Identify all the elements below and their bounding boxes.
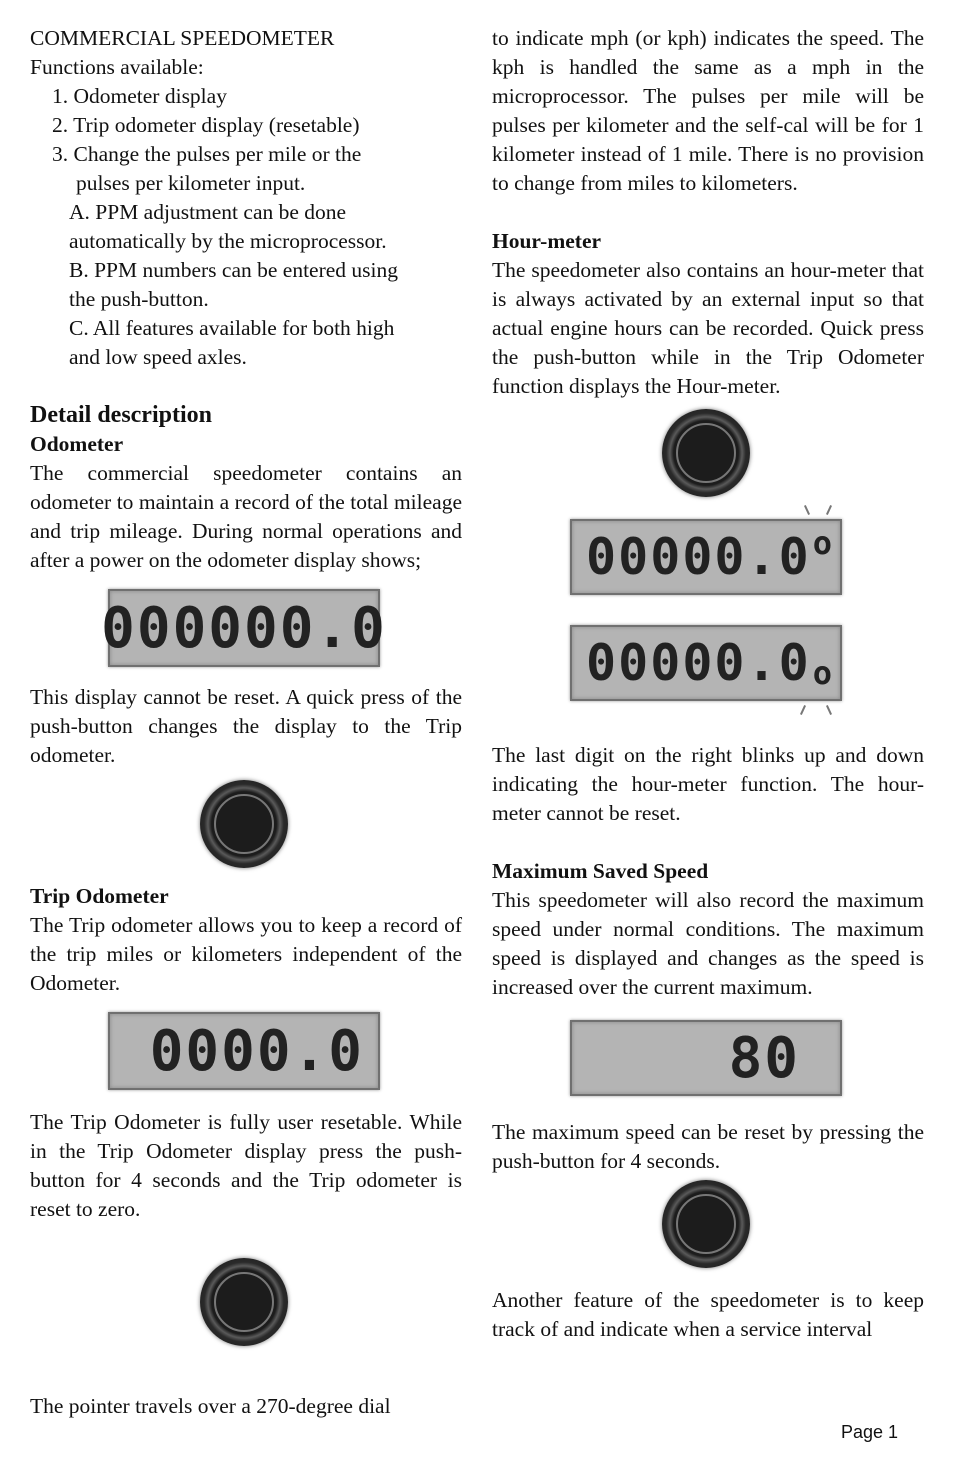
odometer-figure [30,575,462,683]
odometer-paragraph: The commercial speedometer contains an odometer to maintain a record of the total mileage and trip mileage. During normal operations and after a power on the odometer display shows; [30,461,462,572]
blink-paragraph: The last digit on the right blinks up and down indicating the hour-meter function. The hour-meter cannot be reset. [492,743,924,825]
hour-meter-paragraph: The speedometer also contains an hour-meter that is always activated by an external input so that actual engine hours can be recorded. Quick press the push-button while in the Trip Odometer function displays the Hour-meter. [492,258,924,398]
push-button-icon [662,1180,750,1268]
function-item-3: 3. Change the pulses per mile or the [52,142,362,166]
hour-meter-heading: Hour-meter [492,229,602,253]
hour-meter-lcd-down [570,625,842,701]
max-reset-paragraph: The maximum speed can be reset by pressing the push-button for 4 seconds. [492,1120,924,1173]
button-figure-3 [492,1176,924,1286]
push-button-icon [662,409,750,497]
button-figure-1 [30,770,462,882]
function-item-2: 2. Trip odometer display (resetable) [52,113,360,137]
function-item-3-cont: pulses per kilometer input. [76,171,306,195]
max-speed-heading: Maximum Saved Speed [492,859,709,883]
sub-item-b-cont: the push-button. [69,287,209,311]
trip-paragraph: The Trip odometer allows you to keep a record of the trip miles or kilometers independent of the Odometer. [30,913,462,995]
sub-item-a: A. PPM adjustment can be done [69,200,347,224]
page-number: Page 1 [840,1422,898,1442]
button-figure-2 [30,1224,462,1392]
sub-item-c-cont: and low speed axles. [69,345,247,369]
blink-tick-icon [800,705,806,715]
service-paragraph: Another feature of the speedometer is to keep track of and indicate when a service interval [492,1288,924,1341]
blink-tick-icon [826,505,832,515]
trip-heading: Trip Odometer [30,884,169,908]
hour-digit-down: o [812,653,834,692]
blink-tick-icon [804,505,810,515]
sub-item-c: C. All features available for both high [69,316,395,340]
max-speed-figure [492,1002,924,1118]
hour-meter-figure [492,401,924,741]
left-column [30,24,462,1421]
hour-meter-value: 00000.0 [586,633,811,692]
odometer-lcd-display: 000000.0 [108,589,380,667]
hour-meter-lcd-up [570,519,842,595]
hour-digit-up: o [812,523,834,562]
detail-heading: Detail description [30,402,212,428]
reset-paragraph: This display cannot be reset. A quick press of the push-button changes the display to the Trip odometer. [30,685,462,767]
max-speed-lcd-display: 80 [570,1020,842,1096]
document-title: COMMERCIAL SPEEDOMETER [30,26,335,50]
functions-label: Functions available: [30,55,204,79]
trip-reset-paragraph: The Trip Odometer is fully user resetable. While in the Trip Odometer display press the push-button for 4 seconds and the Trip odometer is reset to zero. [30,1110,462,1221]
push-button-icon [200,780,288,868]
kph-paragraph: to indicate mph (or kph) indicates the speed. The kph is handled the same as a mph in the microprocessor. The pulses per mile will be pulses per kilometer and the self-cal will be for 1 kilometer instead of 1 mile. There is no provision to change from miles to kilometers. [492,26,924,195]
sub-item-b: B. PPM numbers can be entered using [69,258,399,282]
sub-item-a-cont: automatically by the microprocessor. [69,229,387,253]
push-button-icon [200,1258,288,1346]
hour-meter-value: 00000.0 [586,527,811,586]
blink-tick-icon [826,705,832,715]
pointer-paragraph: The pointer travels over a 270-degree dial [30,1394,391,1418]
max-speed-paragraph: This speedometer will also record the maximum speed under normal conditions. The maximum speed is displayed and changes as the speed is increased over the current maximum. [492,888,924,999]
trip-figure [30,998,462,1108]
trip-lcd-display: 0000.0 [108,1012,380,1090]
function-item-1: 1. Odometer display [52,84,227,108]
right-column [492,24,924,1344]
odometer-heading: Odometer [30,432,124,456]
